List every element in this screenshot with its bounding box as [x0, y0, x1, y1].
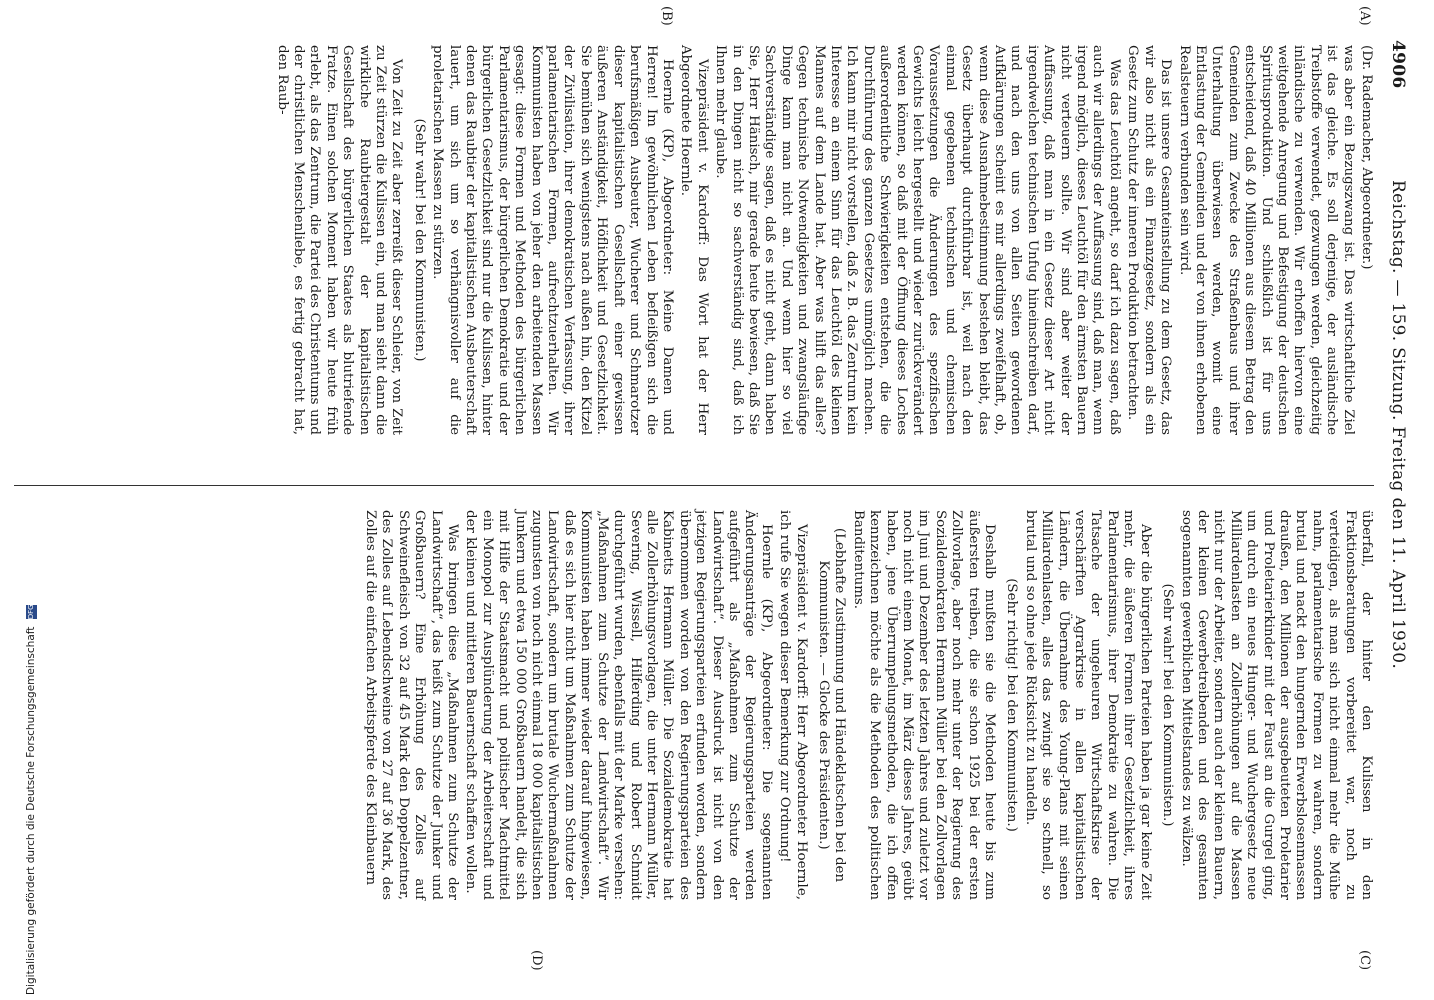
margin-mark-b: (B)	[659, 6, 674, 26]
paragraph: Hoernle (KP), Abgeordneter: Meine Damen und Herren! Im gewöhnlichen Leben befleißigen sich die berufsmäßigen Ausbeuter, Wucherer und Schmarotzer dieser kapitalistischen Gesellschaft einer gewissen äußeren Anständigkeit, Höflichkeit und Gesetzlichkeit. Sie bemühen sich wenigstens nach außen hin, den Kitzel der Zivilisation, ihrer demokratischen Verfassung, ihrer parlamentarischen Formen, aufrechtzuerhalten. Wir Kommunisten haben von jeher den arbeitenden Massen gesagt: diese Formen und Methoden des bürgerlichen Parlamentarismus, der bürgerlichen Demokratie und der bürgerlichen Gesetzlichkeit sind nur die Kulissen, hinter denen das Raubtier der kapitalistischen Ausbeuterschaft lauert, um sich um so verhängnisvoller auf die proletarischen Massen zu stürzen.	[430, 45, 675, 435]
interjection: (Sehr wahr! bei den Kommunisten.)	[1160, 583, 1176, 827]
footer-note: Digitalisierung gefördert durch die Deutsche Forschungsgemeinschaft	[25, 626, 37, 995]
paragraph: Aber die bürgerlichen Parteien haben ja gar keine Zeit mehr, die äußeren Formen ihrer Gesetzlichkeit, ihres Parlamentarismus, ihrer Demokratie zu wahren. Die Tatsache der ungeheuren Wirtschaftskrise der verschärften Agrarkrise in allen kapitalistischen Ländern, die Übernahme des Young-Plans mit seinen Milliardenlasten, alles das zwingt sie so schnell, so brutal und so ohne jede Rücksicht zu handeln.	[1022, 510, 1153, 900]
paragraph: Vizepräsident v. Kardorff: Herr Abgeordneter Hoernle, ich rufe Sie wegen dieser Bemerkung zur Ordnung!	[777, 510, 809, 900]
right-column	[360, 510, 1374, 900]
paragraph: Hoernle (KP), Abgeordneter: Die sogenannten Änderungsanträge der Regierungsparteien werden aufgeführt als „Maßnahmen zum Schutze der Landwirtschaft“. Dieser Ausdruck ist nicht von den jetzigen Regierungsparteien erfunden worden, sondern übernommen worden von den Regierungsparteien des Kabinetts Hermann Müller. Die Sozialdemokratie hat alle Zollerhöhungsvorlagen, die unter Hermann Müller, Severing, Wissell, Hilferding und Robert Schmidt durchgeführt wurden, ebenfalls mit der Marke versehen: „Maßnahmen zum Schutze der Landwirtschaft“. Wir Kommunisten haben immer wieder darauf hingewiesen, daß es sich hier nicht um Maßnahmen zum Schutze der Landwirtschaft, sondern um brutale Wuchermaßnahmen zugunsten von noch nicht einmal 18 000 kapitalistischen Junkern und etwa 150 000 Großbauern handelt, die sich mit Hilfe der Staatsmacht und politischer Machtmittel ein Monopol zur Ausplünderung der Arbeiterschaft und der kleinen und mittleren Bauernschaft schaffen wollen.	[463, 510, 774, 900]
margin-mark-a: (A)	[1357, 6, 1372, 26]
page-header	[1382, 40, 1412, 940]
paragraph: Von Zeit zu Zeit aber zerreißt dieser Schleier, von Zeit zu Zeit stürzen die Kulissen ein, und man sieht dann die wirkliche Raubtiergestalt der kapitalistischen Gesellschaft des bürgerlichen Staates als blutriefende Fratze. Einen solchen Moment haben wir heute früh erlebt, als das Zentrum, die Partei des Christentums und der christlichen Menschenliebe, es fertig gebracht hat, den Raub-	[274, 45, 405, 435]
paragraph: was aber ein Bezugszwang ist. Das wirtschaftliche Ziel ist das gleiche. Es soll derjenige, der ausländische Treibstoffe verwendet, gezwungen werden, gleichzeitig inländische zu verwenden. Wir erhoffen hiervon eine weitgehende Anregung und Befestigung der deutschen Spiritusproduktion. Und schließlich ist für uns entscheidend, daß 40 Millionen aus diesem Betrag den Gemeinden zum Zwecke des Straßenbaus und ihrer Unterhaltung überwiesen werden, womit eine Entlastung der Gemeinden und der von ihnen erhobenen Realsteuern verbunden sein wird.	[1176, 45, 1356, 435]
paragraph: überfall, der hinter den Kulissen in den Fraktionsberatungen vorbereitet war, noch zu verteidigen, als man sich nicht einmal mehr die Mühe nahm, parlamentarische Formen zu wahren, sondern brutal und nackt den hungernden Erwerbslosenmassen draußen, den Millionen der ausgebeuteten Proletarier und Proletarierkinder mit der Faust an die Gurgel ging, um durch ein neues Hunger- und Wuchergesetz neue Milliardenlasten an Zollerhöhungen auf die Massen nicht nur der Arbeiter, sondern auch der kleinen Bauern, der kleinen Gewerbetreibenden und des gesamten sogenannten gewerblichen Mittelstandes zu wälzen.	[1178, 510, 1374, 900]
interjection: (Lebhafte Zustimmung und Händeklatschen bei den Kommunisten. — Glocke des Präsidenten.)	[816, 527, 848, 883]
left-column	[271, 45, 1374, 435]
column-divider	[14, 485, 1374, 486]
paragraph: Vizepräsident v. Kardorff: Das Wort hat der Herr Abgeordnete Hoernle.	[678, 45, 710, 435]
interjection: (Sehr wahr! bei den Kommunisten.)	[411, 118, 427, 362]
paragraph: Was bringen diese „Maßnahmen zum Schutze der Landwirtschaft“, das heißt zum Schutze der Junker und Großbauern? Eine Erhöhung des Zolles auf Schweinefleisch von 32 auf 45 Mark den Doppelzentner, des Zolles auf Lebendschweine von 27 auf 36 Mark, des Zolles auf die einfachen Arbeitspferde des Kleinbauern	[363, 510, 461, 900]
paragraph: (Dr. Rademacher, Abgeordneter.)	[1359, 45, 1374, 270]
interjection: (Sehr richtig! bei den Kommunisten.)	[1004, 578, 1020, 832]
margin-mark-c: (C)	[1357, 950, 1372, 971]
header-title: Reichstag. — 159. Sitzung. Freitag den 11. April 1930.	[1388, 180, 1408, 670]
margin-mark-d: (D)	[529, 950, 544, 971]
page-number: 4906	[1388, 40, 1408, 89]
paragraph: Was das Leuchtöl angeht, so darf ich dazu sagen, daß auch wir allerdings der Auffassung sind, daß man, wenn irgend möglich, dieses Leuchtöl für den ärmsten Bauern nicht verteuern sollte. Wir sind aber weiter der Auffassung, daß man in ein Gesetz dieser Art nicht irgendwelchen technischen Unfug hineinschreiben darf, und nach den uns von allen Seiten gewordenen Aufklärungen scheint es mir allerdings zweifelhaft, ob, wenn diese Ausnahmebestimmung bestehen bleibt, das Gesetz überhaupt durchführbar ist, weil nach den einmal gegebenen technischen und chemischen Voraussetzungen die Änderungen des spezifischen Gewichts leicht hergestellt und wieder zurückverändert werden können, so daß mit der Öffnung dieses Loches außerordentliche Schwierigkeiten entstehen, die die Durchführung des ganzen Gesetzes unmöglich machen. Ich kann mir nicht vorstellen, daß z. B. das Zentrum kein Interesse an einem Sinn für das Leuchtöl des kleinen Mannes auf dem Lande hat. Aber was hilft das alles? Gegen technische Notwendigkeiten und zwangsläufige Dinge kann man nicht an. Und wenn hier so viel Sachverständige sagen, daß es nicht geht, dann haben Sie, Herr Hänisch, mir gerade heute bewiesen, daß Sie in den Dingen nicht so sachverständig sind, daß ich Ihnen mehr glaube.	[713, 45, 1122, 435]
dfg-logo-icon: DFG	[26, 604, 35, 620]
paragraph: Deshalb mußten sie die Methoden heute bis zum äußersten treiben, die sie schon 1925 bei der ersten Zollvorlage, aber noch mehr unter der Regierung des Sozialdemokraten Hermann Müller bei den Zollvorlagen im Juni und Dezember des letzten Jahres und zuletzt vor noch nicht einem Monat, im März dieses Jahres, geübt haben, jene Überrumpelungsmethoden, die ich offen kennzeichnen möchte als die Methoden des politischen Banditentums.	[850, 510, 998, 900]
paragraph: Das ist unsere Gesamteinstellung zu dem Gesetz, das wir also nicht als ein Finanzgesetz, sondern als ein Gesetz zum Schutz der inneren Produktion betrachten.	[1125, 45, 1174, 435]
digitization-footer	[25, 575, 37, 995]
